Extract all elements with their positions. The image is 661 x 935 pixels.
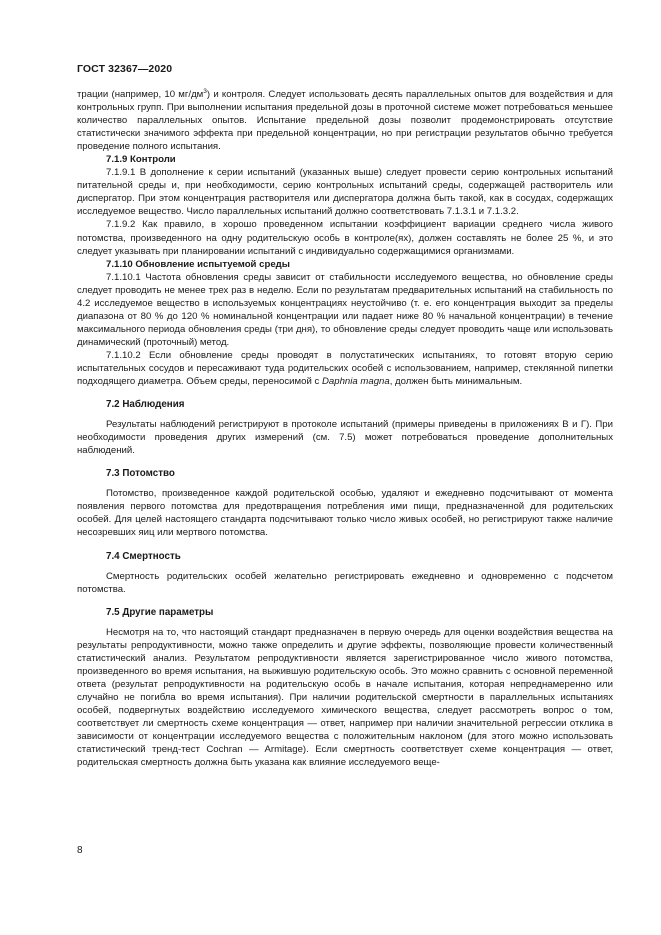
- paragraph-continued: [77, 88, 613, 153]
- standard-header: ГОСТ 32367—2020: [77, 63, 173, 75]
- paragraph-7-4: Смертность родительских особей желательно регистрировать ежедневно и одновременно с подсчетом потомства.: [77, 570, 613, 595]
- section-heading-7-1-10: 7.1.10 Обновление испытуемой среды: [106, 258, 290, 270]
- paragraph-7-1-9-2: 7.1.9.2 Как правило, в хорошо проведенном испытании коэффициент вариации среднего числа живого потомства, произведенного на одну родительскую особь в контроле(ях), должен составлять не более 25 %, и это следует указывать при планировании испытаний с индивидуально содержащимися организмами.: [77, 219, 613, 257]
- paragraph-text: трации (например, 10 мг/дм: [77, 89, 204, 100]
- section-heading-7-5: 7.5 Другие параметры: [106, 606, 214, 618]
- paragraph-text: , должен быть минимальным.: [389, 376, 523, 388]
- paragraph-text: ) и контроля. Следует использовать десять параллельных опытов для воздействия и для контрольных групп. При выполнении испытания предельной дозы в проточной системе может потребоваться меньшее количество параллельных опытов. Испытание предельной дозы позволит продемонстрировать отсутствие статистически значимого эффекта при предельной концентрации, но при регистрации результатов обычно требуется проведение полного испытания.: [77, 89, 613, 153]
- body-text: [77, 88, 613, 769]
- page-number: 8: [77, 845, 83, 856]
- section-heading-7-3: 7.3 Потомство: [106, 468, 175, 480]
- superscript: 3: [203, 87, 207, 95]
- section-heading-7-4: 7.4 Смертность: [106, 550, 181, 562]
- paragraph-7-2: Результаты наблюдений регистрируют в протоколе испытаний (примеры приведены в приложениях В и Г). При необходимости проведения других измерений (см. 7.5) может потребоваться проведение дополнительных наблюдений.: [77, 419, 613, 457]
- section-heading-7-1-9: 7.1.9 Контроли: [106, 154, 176, 166]
- section-heading-7-2: 7.2 Наблюдения: [106, 399, 185, 411]
- paragraph-7-3: Потомство, произведенное каждой родительской особью, удаляют и ежедневно подсчитывают от момента появления первого потомства для предотвращения потребления ими пищи, предназначенной для родительских особей. Для целей настоящего стандарта подсчитывают только число живых особей, но регистрируют также наличие несозревших яиц или мертвого потомства.: [77, 488, 613, 539]
- paragraph-7-1-10-1: 7.1.10.1 Частота обновления среды зависит от стабильности исследуемого вещества, но обновление среды следует проводить не менее трех раз в неделю. Если по результатам предварительных испытаний на стабильность по 4.2 исследуемое вещество в используемых концентрациях неустойчиво (т. е. его концентрация выходит за пределы диапазона от 80 % до 120 % номинальной концентрации или падает ниже 80 % начальной концентрации) в течение максимального периода обновления среды (три дня), то обновление среды следует проводить чаще или использовать динамический (проточный) метод.: [77, 271, 613, 348]
- species-name: Daphnia magna: [321, 376, 390, 388]
- paragraph-7-1-9-1: 7.1.9.1 В дополнение к серии испытаний (указанных выше) следует провести серию контрольных испытаний питательной среды и, при необходимости, серию контрольных испытаний среды, содержащей растворитель или диспергатор. При этом концентрация растворителя или диспергатора должна быть такой, как в сосудах, содержащих исследуемое вещество. Число параллельных испытаний должно соответствовать 7.1.3.1 и 7.1.3.2.: [77, 167, 613, 218]
- paragraph-7-5: Несмотря на то, что настоящий стандарт предназначен в первую очередь для оценки воздействия вещества на результаты репродуктивности, можно также определить и другие эффекты, позволяющие провести количественный статистический анализ. Результатом репродуктивности является зарегистрированное число живого потомства, произведенного во время испытания, на выжившую родительскую особь. Это можно сравнить с основной переменной ответа (результат репродуктивности на родительскую особь в начале испытания, которая непреднамеренно или случайно не погибла во время испытания). При наличии родительской смертности в параллельных испытаниях особей, подвергнутых воздействию исследуемого химического вещества, следует рассмотреть вопрос о том, соответствует ли смертность схеме концентрация — ответ, например при наличии значительной регрессии отклика в зависимости от концентрации исследуемого вещества с положительным наклоном (для этого можно использовать статистический тренд-тест Cochran — Armitage). Если смертность соответствует схеме концентрация — ответ, родительская смертность должна быть указана как влияние исследуемого веще-: [77, 626, 613, 769]
- paragraph-text: 7.1.10.2 Если обновление среды проводят в полустатических испытаниях, то готовят вторую серию испытательных сосудов и пересаживают туда родительских особей с использованием, например, стеклянной пипетки подходящего диаметра. Объем среды, переносимой с: [77, 349, 613, 388]
- paragraph-7-1-10-2: [77, 349, 613, 388]
